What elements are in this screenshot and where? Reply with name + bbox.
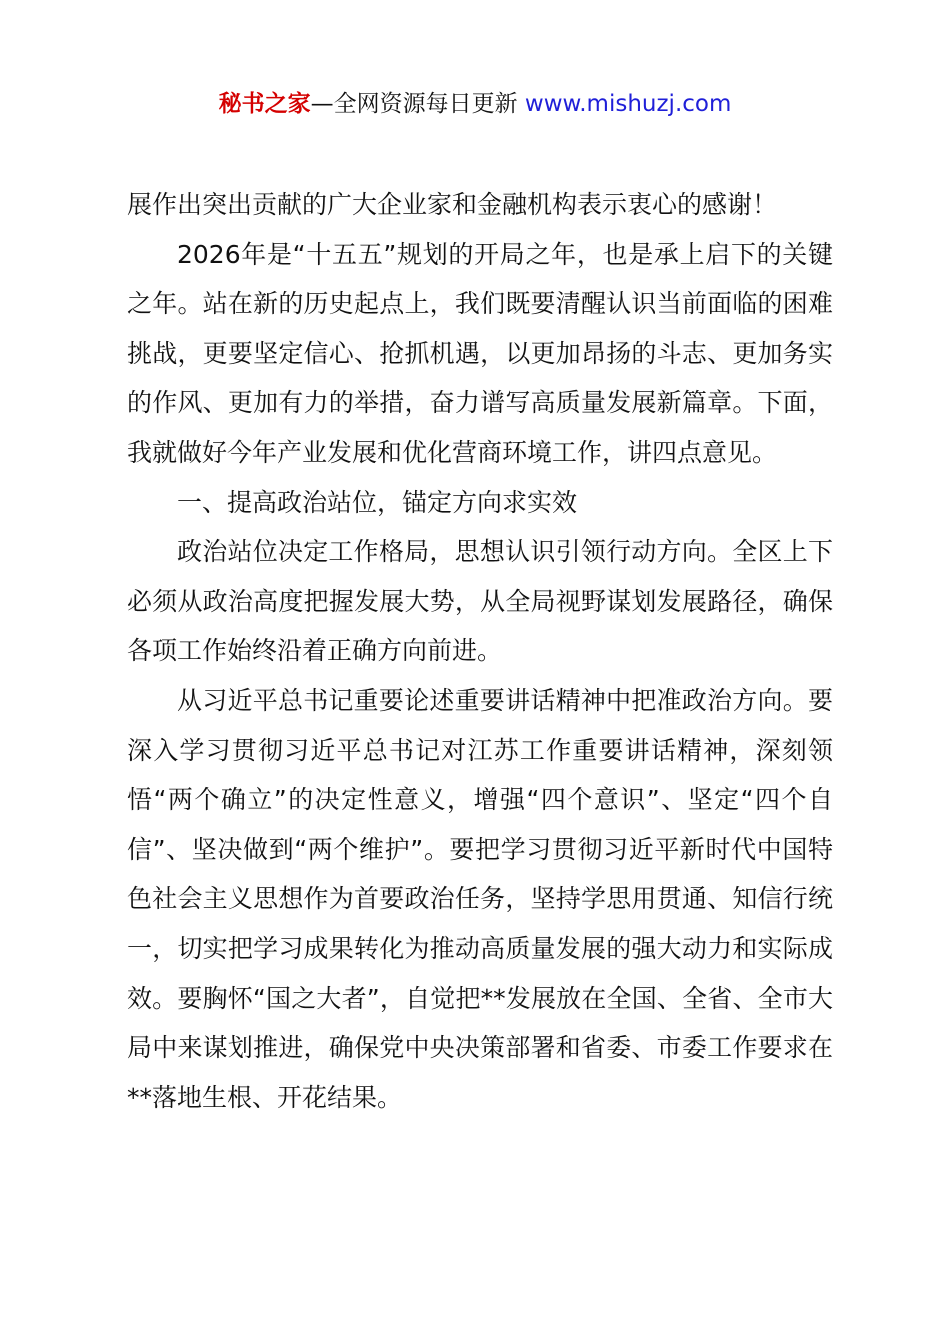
document-body (127, 180, 833, 1122)
header-tagline: —全网资源每日更新 (310, 91, 525, 117)
paragraph-continuation: 展作出突出贡献的广大企业家和金融机构表示衷心的感谢！ (127, 190, 778, 219)
paragraph-body: 政治站位决定工作格局，思想认识引领行动方向。全区上下必须从政治高度把握发展大势，从全局视野谋划发展路径，确保各项工作始终沿着正确方向前进。 (127, 537, 833, 666)
section-heading: 一、提高政治站位，锚定方向求实效 (177, 487, 578, 517)
brand-name: 秘书之家 (218, 91, 311, 117)
paragraph-intro: 2026年是“十五五”规划的开局之年，也是承上启下的关键之年。站在新的历史起点上，我们既要清醒认识当前面临的困难挑战，更要坚定信心、抢抓机遇，以更加昂扬的斗志、更加务实的作风、更加有力的举措，奋力谱写高质量发展新篇章。下面，我就做好今年产业发展和优化营商环境工作，讲四点意见。 (127, 239, 833, 467)
website-link[interactable]: www.mishuzj.com (524, 91, 732, 117)
page-header (0, 86, 950, 122)
paragraph-body: 从习近平总书记重要论述重要讲话精神中把准政治方向。要深入学习贯彻习近平总书记对江苏工作重要讲话精神，深刻领悟“两个确立”的决定性意义，增强“四个意识”、坚定“四个自信”、坚决做到“两个维护”。要把学习贯彻习近平新时代中国特色社会主义思想作为首要政治任务，坚持学思用贯通、知信行统一，切实把学习成果转化为推动高质量发展的强大动力和实际成效。要胸怀“国之大者”，自觉把**发展放在全国、全省、全市大局中来谋划推进，确保党中央决策部署和省委、市委工作要求在**落地生根、开花结果。 (127, 685, 833, 1112)
